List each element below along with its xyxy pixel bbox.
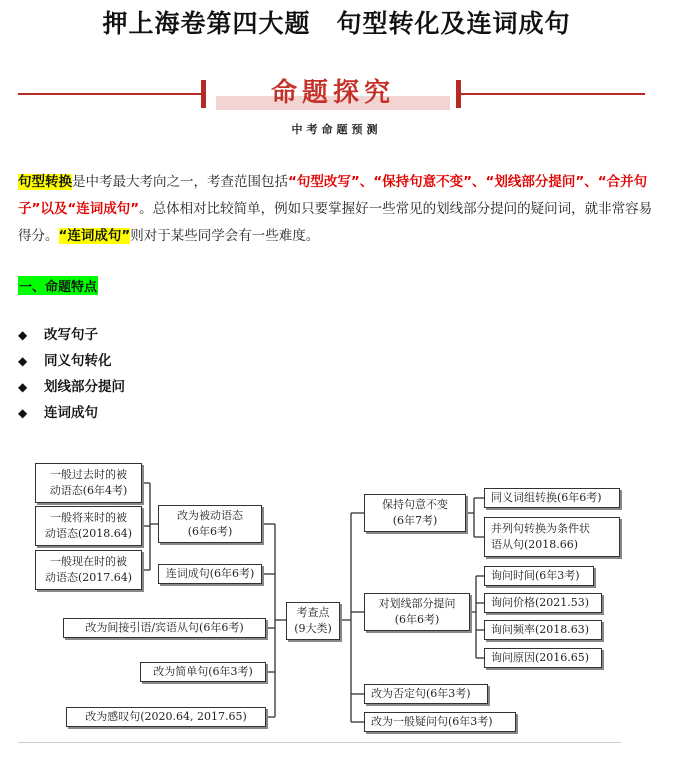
keep-meaning-box: 保持句意不变 (6年7考) xyxy=(364,494,466,532)
intro-text-1: 是中考最大考向之一，考查范围包括 xyxy=(72,174,288,190)
indirect-speech-box: 改为间接引语/宾语从句(6年6考) xyxy=(63,618,266,638)
simple-sentence-box: 改为简单句(6年3考) xyxy=(140,662,266,682)
passive-future-box: 一般将来时的被 动语态(2018.64) xyxy=(35,506,142,546)
banner-title: 命题探究 xyxy=(270,78,395,108)
section-title: 一、命题特点 xyxy=(18,276,98,295)
connect-words-box: 连词成句(6年6考) xyxy=(158,564,262,584)
diamond-bullet-icon: ◆ xyxy=(18,354,28,368)
diamond-bullet-icon: ◆ xyxy=(18,328,28,342)
diamond-bullet-icon: ◆ xyxy=(18,406,28,420)
intro-text-2: 。总体相对比较简单，例如只要掌握好一些常见的划线部分提问的疑问词，就非常容易得分。 xyxy=(18,201,653,244)
synonym-phrase-box: 同义词组转换(6年6考) xyxy=(484,488,620,508)
underline-question-box: 对划线部分提问 (6年6考) xyxy=(364,593,470,631)
ask-frequency-box: 询问频率(2018.63) xyxy=(484,620,602,640)
list-item: ◆ 改写句子 xyxy=(18,322,125,348)
general-question-box: 改为一般疑问句(6年3考) xyxy=(364,712,516,732)
passive-present-box: 一般现在时的被 动语态(2017.64) xyxy=(35,550,142,590)
conditional-clause-box: 并列句转换为条件状 语从句(2018.66) xyxy=(484,517,620,557)
negative-box: 改为否定句(6年3考) xyxy=(364,684,488,704)
passive-voice-box: 改为被动语态 (6年6考) xyxy=(158,505,262,543)
intro-red-topics: “句型改写”、“保持句意不变”、“划线部分提问”、“合并句子”以及“连词成句” xyxy=(18,174,648,217)
ask-price-box: 询问价格(2021.53) xyxy=(484,593,602,613)
exclamation-box: 改为感叹句(2020.64, 2017.65) xyxy=(66,707,266,727)
intro-highlight-2: “连词成句” xyxy=(58,228,131,244)
bottom-divider xyxy=(18,742,621,743)
list-item: ◆ 同义句转化 xyxy=(18,348,125,374)
passive-past-box: 一般过去时的被 动语态(6年4考) xyxy=(35,463,142,503)
list-item: ◆ 划线部分提问 xyxy=(18,374,125,400)
ask-time-box: 询问时间(6年3考) xyxy=(484,566,594,586)
exam-points-center: 考查点 (9大类) xyxy=(286,602,340,640)
intro-text-3: 则对于某些同学会有一些难度。 xyxy=(130,228,320,244)
intro-lead: 句型转换 xyxy=(18,174,72,190)
diamond-bullet-icon: ◆ xyxy=(18,380,28,394)
list-item: ◆ 连词成句 xyxy=(18,400,125,426)
ask-reason-box: 询问原因(2016.65) xyxy=(484,648,602,668)
page-title: 押上海卷第四大题 句型转化及连词成句 xyxy=(102,9,571,38)
banner-subtitle: 中考命题预测 xyxy=(291,123,382,136)
